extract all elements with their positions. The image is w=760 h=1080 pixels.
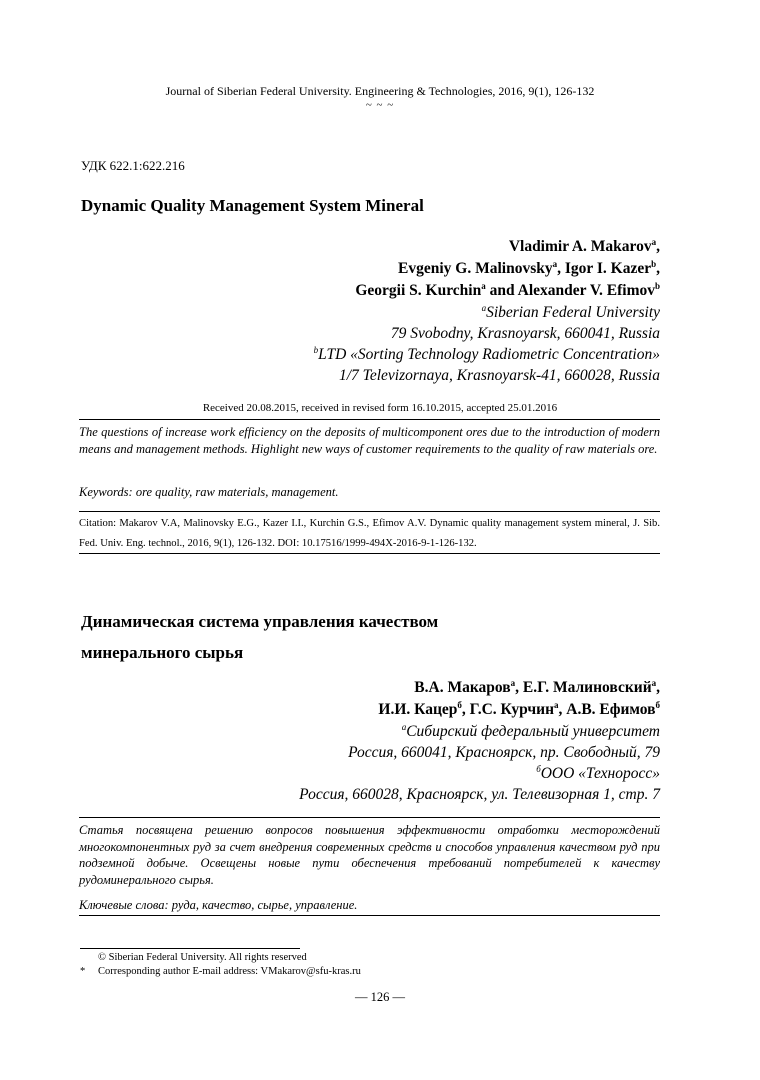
separator: , [557,260,565,277]
page-number: — 126 — [355,990,405,1004]
divider [79,817,660,818]
author-name: В.А. Макаров [414,679,511,696]
author-affil-mark: а [651,677,657,688]
corresponding-text: Corresponding author E-mail address: VMakarov@sfu-kras.ru [98,966,361,977]
author-affil-mark: b [651,258,657,269]
abstract-en: The questions of increase work efficiency on the deposits of multicomponent ores due to the introduction of modern means and management methods. Highlight new ways of customer requirements to the quality of raw materials ore. [79,425,660,456]
author-name: Vladimir A. Makarov [508,238,652,255]
header-ornament: ~ ~ ~ [365,99,395,111]
affiliation-ru-2-address: Россия, 660028, Красноярск, ул. Телевизорная 1, стр. 7 [299,786,660,803]
affil-mark: a [481,302,487,313]
affiliation-ru-2 [299,763,660,784]
author-affil-mark: а [554,699,559,710]
authors-en [314,236,660,386]
author-name: А.В. Ефимов [566,701,656,718]
affil-name: Siberian Federal University [486,304,660,321]
keywords-en: Keywords: ore quality, raw materials, management. [79,485,339,499]
separator: , [656,260,660,277]
author-affil-mark: a [552,258,558,269]
author-affil-mark: a [651,236,657,247]
author-affil-mark: б [457,699,462,710]
article-title-ru-line2: минерального сырья [81,643,244,662]
divider [79,419,660,420]
author-affil-mark: a [481,280,486,291]
citation: Citation: Makarov V.A, Malinovsky E.G., Kazer I.I., Kurchin G.S., Efimov A.V. Dynamic quality management system mineral, J. Sib. Fed. Univ. Eng. technol., 2016, 9(1), 126-132. DOI: 10.17516/1999-494X-2016-9-1-126-132. [79,518,660,549]
authors-en-line1 [314,236,660,258]
author-name: Г.С. Курчин [469,701,554,718]
journal-header: Journal of Siberian Federal University. Engineering & Technologies, 2016, 9(1), 126-132 [165,84,595,98]
affiliation-en-2-address: 1/7 Televizornaya, Krasnoyarsk-41, 660028, Russia [338,367,660,384]
corresponding-note [80,966,361,977]
authors-ru [299,677,660,805]
affiliation-en-1-address: 79 Svobodny, Krasnoyarsk, 660041, Russia [390,325,660,342]
author-name: Georgii S. Kurchin [355,282,482,299]
affiliation-ru-1-address: Россия, 660041, Красноярск, пр. Свободный, 79 [348,744,660,761]
separator: , [558,701,567,718]
affil-mark: а [401,721,407,732]
footnote-divider [80,948,300,949]
separator: , [656,679,660,696]
author-name: Igor I. Kazer [564,260,652,277]
copyright-note: © Siberian Federal University. All rights reserved [98,952,307,963]
author-name: Е.Г. Малиновский [522,679,652,696]
author-name: И.И. Кацер [378,701,458,718]
divider [79,553,660,554]
divider [79,511,660,512]
author-affil-mark: а [510,677,516,688]
author-affil-mark: б [655,699,660,710]
affil-name: LTD «Sorting Technology Radiometric Concentration» [318,346,660,363]
author-name: Alexander V. Efimov [517,282,655,299]
affiliation-ru-1 [299,721,660,742]
affil-name: ООО «Техноросс» [540,765,660,782]
separator: and [485,282,518,299]
footnote-mark: * [80,966,86,977]
separator: , [515,679,523,696]
authors-en-line3 [314,280,660,302]
affiliation-en-1 [314,302,660,323]
article-title-en: Dynamic Quality Management System Mineral [81,196,424,215]
affiliation-en-2 [314,344,660,365]
keywords-ru: Ключевые слова: руда, качество, сырье, управление. [79,898,358,912]
article-title-ru [81,606,438,668]
affil-mark: b [313,344,319,355]
separator: , [461,701,470,718]
abstract-ru: Статья посвящена решению вопросов повышения эффективности отработки месторождений многокомпонентных руд за счет внедрения современных средств и способов управления качеством руд при подземной добыче. Освещены новые пути обеспечения требований потребителей к качеству рудоминерального сырья. [79,823,660,887]
udk-code: УДК 622.1:622.216 [81,158,185,173]
author-affil-mark: b [654,280,660,291]
authors-ru-line2 [299,699,660,721]
affil-name: Сибирский федеральный университет [406,723,660,740]
received-dates: Received 20.08.2015, received in revised form 16.10.2015, accepted 25.01.2016 [202,402,558,414]
article-title-ru-line1: Динамическая система управления качеством [81,612,439,631]
separator: , [656,238,660,255]
authors-en-line2 [314,258,660,280]
divider [79,915,660,916]
affil-mark: б [536,763,541,774]
author-name: Evgeniy G. Malinovsky [398,260,553,277]
authors-ru-line1 [299,677,660,699]
